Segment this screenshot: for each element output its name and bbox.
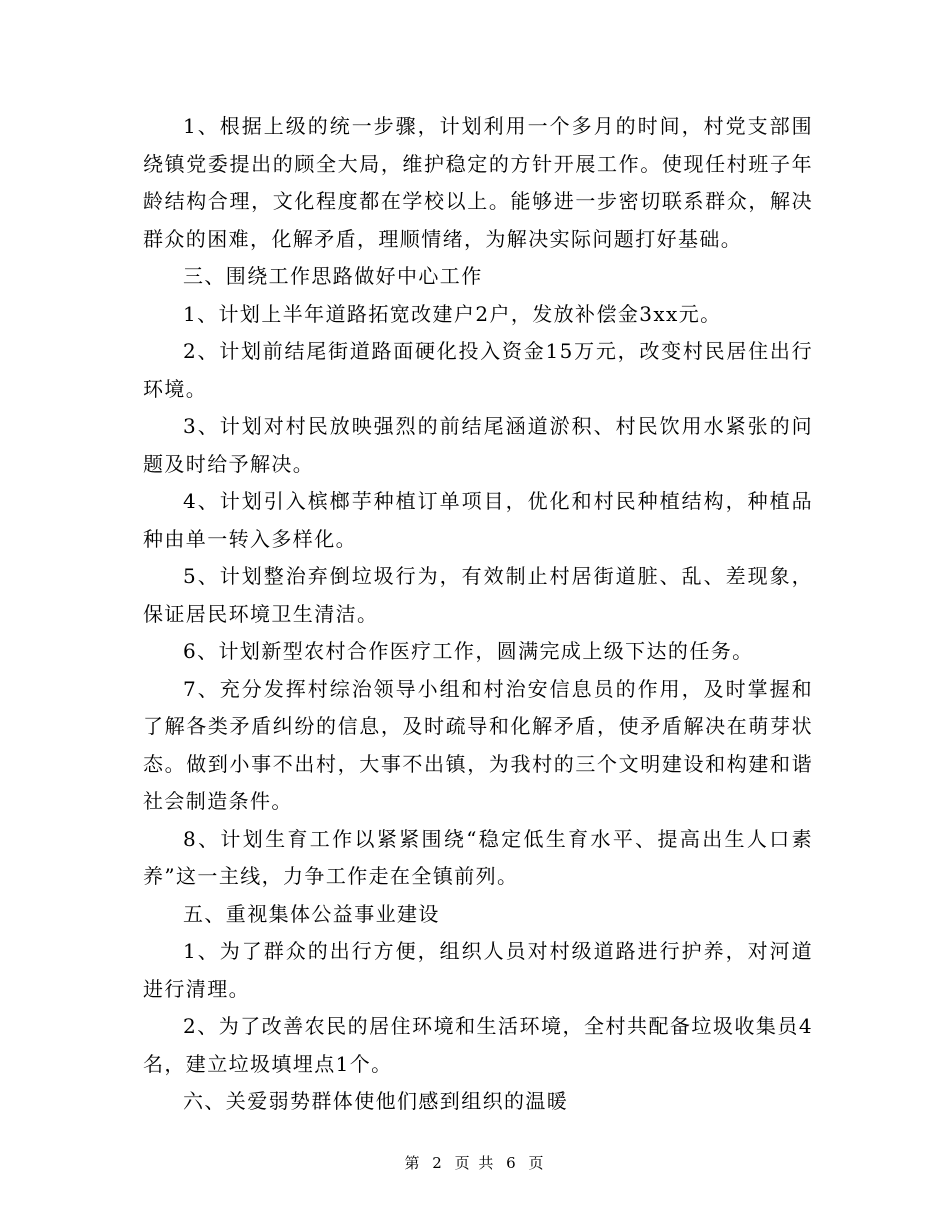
paragraph: 3、计划对村民放映强烈的前结尾涵道淤积、村民饮用水紧张的问题及时给予解决。	[143, 414, 813, 476]
paragraph: 7、充分发挥村综治领导小组和村治安信息员的作用，及时掌握和了解各类矛盾纠纷的信息，及时疏导和化解矛盾，使矛盾解决在萌芽状态。做到小事不出村，大事不出镇，为我村的三个文明建设和构建和谐社会制造条件。	[143, 676, 813, 813]
paragraph: 1、根据上级的统一步骤，计划利用一个多月的时间，村党支部围绕镇党委提出的顾全大局，维护稳定的方针开展工作。使现任村班子年龄结构合理，文化程度都在学校以上。能够进一步密切联系群众，解决群众的困难，化解矛盾，理顺情绪，为解决实际问题打好基础。	[143, 114, 813, 251]
section-heading: 三、围绕工作思路做好中心工作	[183, 264, 483, 288]
section-heading: 五、重视集体公益事业建设	[183, 901, 440, 926]
paragraph: 6、计划新型农村合作医疗工作，圆满完成上级下达的任务。	[183, 639, 754, 663]
document-body	[143, 108, 813, 1121]
footer-page-total: 6	[506, 1154, 518, 1172]
footer-prefix: 第	[404, 1154, 422, 1172]
paragraph: 1、计划上半年道路拓宽改建户2户，发放补偿金3xx元。	[183, 301, 722, 326]
paragraph: 2、为了改善农民的居住环境和生活环境，全村共配备垃圾收集员4名，建立垃圾填埋点1个。	[143, 1014, 813, 1076]
footer-suffix: 页	[528, 1154, 546, 1172]
paragraph: 1、为了群众的出行方便，组织人员对村级道路进行护养，对河道进行清理。	[143, 939, 813, 1001]
paragraph: 5、计划整治弃倒垃圾行为，有效制止村居街道脏、乱、差现象，保证居民环境卫生清洁。	[143, 564, 813, 626]
paragraph: 4、计划引入槟榔芋种植订单项目，优化和村民种植结构，种植品种由单一转入多样化。	[143, 489, 813, 551]
footer-middle: 页 共	[454, 1154, 496, 1172]
footer-page-number: 2	[432, 1154, 444, 1172]
section-heading: 六、关爱弱势群体使他们感到组织的温暖	[183, 1089, 569, 1113]
paragraph: 8、计划生育工作以紧紧围绕“稳定低生育水平、提高出生人口素养”这一主线，力争工作走在全镇前列。	[143, 826, 813, 888]
paragraph: 2、计划前结尾街道路面硬化投入资金15万元，改变村民居住出行环境。	[143, 339, 813, 401]
page-footer	[0, 1152, 950, 1173]
